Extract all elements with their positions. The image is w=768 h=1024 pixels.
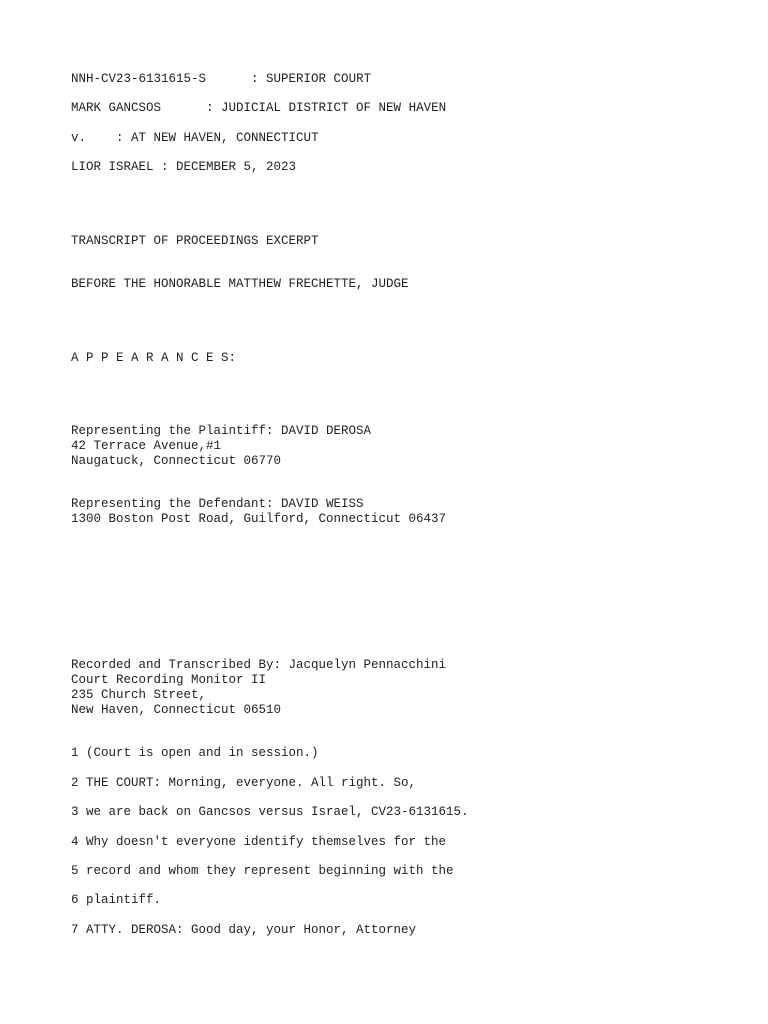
caption-plaintiff-line [71, 101, 446, 116]
caption-versus-line [71, 131, 319, 146]
recorder-street: 235 Church Street, [71, 688, 207, 702]
transcript-line: 1 (Court is open and in session.) [71, 746, 319, 760]
judge-line: BEFORE THE HONORABLE MATTHEW FRECHETTE, JUDGE [71, 277, 409, 291]
caption-docket-line [71, 72, 371, 87]
judicial-district: : JUDICIAL DISTRICT OF NEW HAVEN [206, 101, 447, 115]
caption-defendant-line: LIOR ISRAEL : DECEMBER 5, 2023 [71, 160, 297, 174]
defendant-rep-name: Representing the Defendant: DAVID WEISS [71, 497, 364, 511]
defendant-rep-address: 1300 Boston Post Road, Guilford, Connecticut 06437 [71, 512, 447, 526]
transcript-line: 5 record and whom they represent beginning with the [71, 864, 454, 878]
plaintiff-rep-city: Naugatuck, Connecticut 06770 [71, 454, 282, 468]
docket-number: NNH-CV23-6131615-S [71, 72, 207, 86]
versus-text: v. [71, 131, 87, 145]
recorder-city: New Haven, Connecticut 06510 [71, 703, 282, 717]
recorder-name: Recorded and Transcribed By: Jacquelyn Pennacchini [71, 658, 447, 672]
court-location: : AT NEW HAVEN, CONNECTICUT [116, 131, 319, 145]
court-name: : SUPERIOR COURT [251, 72, 372, 86]
plaintiff-name: MARK GANCSOS [71, 101, 162, 115]
plaintiff-rep-name: Representing the Plaintiff: DAVID DEROSA [71, 424, 372, 438]
transcript-line: 2 THE COURT: Morning, everyone. All right. So, [71, 776, 417, 790]
transcript-line: 4 Why doesn't everyone identify themselves for the [71, 835, 447, 849]
transcript-title: TRANSCRIPT OF PROCEEDINGS EXCERPT [71, 234, 319, 248]
transcript-line: 7 ATTY. DEROSA: Good day, your Honor, Attorney [71, 923, 417, 937]
transcript-line: 3 we are back on Gancsos versus Israel, CV23-6131615. [71, 805, 469, 819]
recorder-title: Court Recording Monitor II [71, 673, 267, 687]
appearances-heading: A P P E A R A N C E S: [71, 351, 237, 365]
plaintiff-rep-street: 42 Terrace Avenue,#1 [71, 439, 222, 453]
transcript-line: 6 plaintiff. [71, 893, 162, 907]
